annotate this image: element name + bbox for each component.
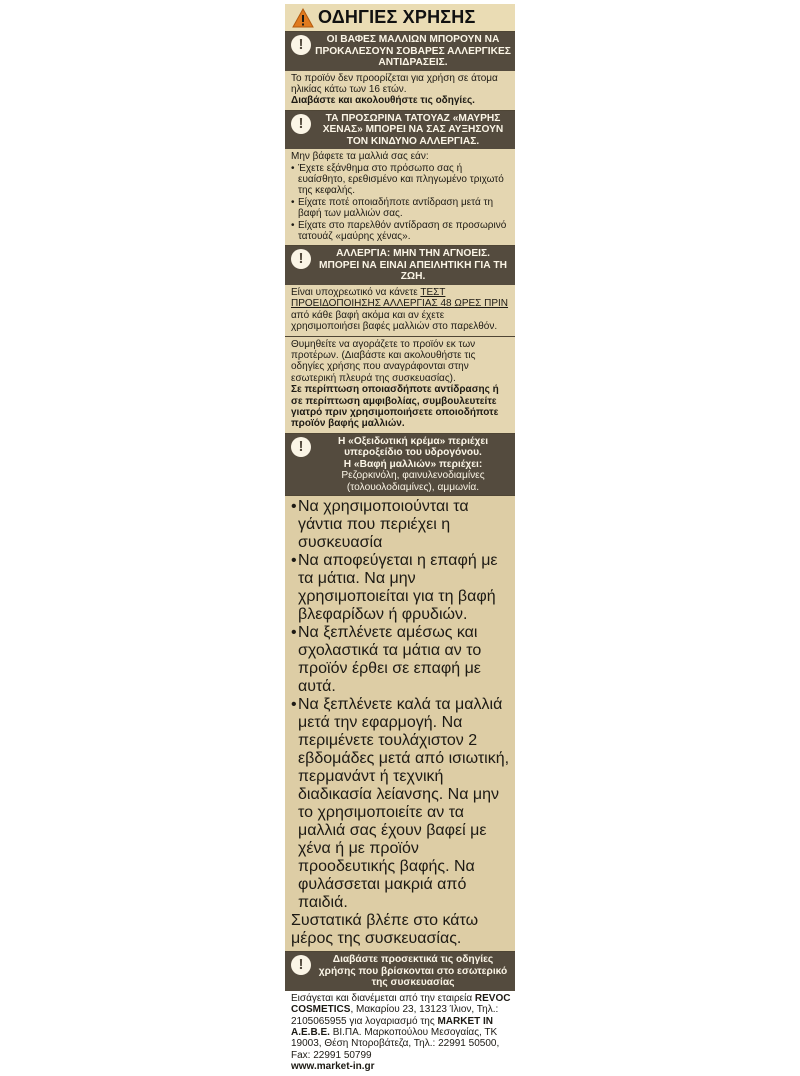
section-body: Εισάγεται και διανέμεται από την εταιρεία REVOC COSMETICS, Μακαρίου 23, 13123 Ίλιον, Τηλ.: 2105065955 για λογαριασμό της MARKET IN A.E.B.E. ΒΙ.ΠΑ. Μαρκοπούλου Μεσογαίας, ΤΚ 19003, Θέση Ντοροβάτεζα, Τηλ.: 22991 50500, Fax: 22991 50799 www.market-in.gr — [291, 992, 511, 1073]
ingredients-note: Συστατικά βλέπε στο κάτω μέρος της συσκευασίας. — [291, 912, 479, 948]
section-body: Το προϊόν δεν προορίζεται για χρήση σε άτομα ηλικίας κάτω των 16 ετών. Διαβάστε και ακολουθήστε τις οδηγίες. — [291, 72, 498, 107]
exclamation-circle-icon: ! — [291, 114, 311, 134]
section-allergy-warning — [285, 245, 515, 335]
precautions-list — [285, 495, 515, 951]
page-title: ΟΔΗΓΙΕΣ ΧΡΗΣΗΣ — [318, 7, 476, 27]
section-header: ! Η «Οξειδωτική κρέμα» περιέχει υπεροξείδιο του υδρογόνου. Η «Βαφή μαλλιών» περιέχει: Ρεζορκινόλη, φαινυλενοδιαμίνες (τολουολοδιαμίνες), αμμωνία. — [285, 434, 515, 496]
warning-triangle-icon — [292, 8, 314, 28]
section-body: Μην βάφετε τα μαλλιά σας εάν: • Έχετε εξάνθημα στο πρόσωπο σας ή ευαίσθητο, ερεθισμένο και πληγωμένο τριχωτό της κεφαλής. • Είχατε ποτέ οποιαδήποτε αντίδραση μετά τη βαφή των μαλλιών σας. • Είχατε στο παρελθόν αντίδραση σε προσωρινό τατουάζ «μαύρης χένας». — [285, 149, 515, 245]
list-item: • Να αποφεύγεται η επαφή με τα μάτια. Να μην χρησιμοποιείται για τη βαφή βλεφαρίδων ή φρυδιών. — [291, 552, 498, 624]
section-body: Είναι υποχρεωτικό να κάνετε ΤΕΣΤ ΠΡΟΕΙΔΟΠΟΙΗΣΗΣ ΑΛΛΕΡΓΙΑΣ 48 ΩΡΕΣ ΠΡΙΝ από κάθε βαφή ακόμα και αν έχετε χρησιμοποιήσει βαφές μαλλιών στο παρελθόν. — [291, 286, 509, 333]
list-item: • Να ξεπλένετε καλά τα μαλλιά μετά την εφαρμογή. Να περιμένετε τουλάχιστον 2 εβδομάδες μετά από ισιωτική, περμανάντ ή τεχνική διαδικασία λείανσης. Να μην το χρησιμοποιείτε αν τα μαλλιά σας έχουν βαφεί με χένα ή με προϊόν προοδευτικής βαφής. Να φυλάσσεται μακριά από παιδιά. — [291, 696, 510, 912]
section-ingredients — [285, 433, 515, 952]
section-header: ! Διαβάστε προσεκτικά τις οδηγίες χρήσης που βρίσκονται στο εσωτερικό της συσκευασίας — [285, 952, 515, 991]
list-item: • Είχατε στο παρελθόν αντίδραση σε προσωρινό τατουάζ «μαύρης χένας». — [291, 219, 507, 243]
list-item: • Να χρησιμοποιούνται τα γάντια που περιέχει η συσκευασία — [291, 498, 469, 552]
exclamation-circle-icon: ! — [291, 35, 311, 55]
section-reminder — [285, 336, 515, 433]
title-bar — [285, 4, 515, 31]
section-header: ! ΟΙ ΒΑΦΕΣ ΜΑΛΛΙΩΝ ΜΠΟΡΟΥΝ ΝΑ ΠΡΟΚΑΛΕΣΟΥΝ ΣΟΒΑΡΕΣ ΑΛΛΕΡΓΙΚΕΣ ΑΝΤΙΔΡΑΣΕΙΣ. — [285, 32, 515, 71]
list-item: • Είχατε ποτέ οποιαδήποτε αντίδραση μετά τη βαφή των μαλλιών σας. — [291, 196, 494, 220]
list-item: • Να ξεπλένετε αμέσως και σχολαστικά τα μάτια αν το προϊόν έρθει σε επαφή με αυτά. — [291, 624, 482, 696]
section-hair-dye-warning — [285, 31, 515, 110]
section-header: ! ΑΛΛΕΡΓΙΑ: ΜΗΝ ΤΗΝ ΑΓΝΟΕΙΣ. ΜΠΟΡΕΙ ΝΑ ΕΙΝΑΙ ΑΠΕΙΛΗΤΙΚΗ ΓΙΑ ΤΗ ΖΩΗ. — [285, 246, 515, 285]
exclamation-circle-icon: ! — [291, 955, 311, 975]
allergy-test-notice: ΤΕΣΤ ΠΡΟΕΙΔΟΠΟΙΗΣΗΣ ΑΛΛΕΡΓΙΑΣ 48 ΩΡΕΣ ΠΡΙΝ — [291, 286, 509, 310]
exclamation-circle-icon: ! — [291, 249, 311, 269]
section-henna-tattoo-warning — [285, 110, 515, 246]
instructions-panel — [285, 4, 515, 1073]
list-item: • Έχετε εξάνθημα στο πρόσωπο σας ή ευαίσθητο, ερεθισμένο και πληγωμένο τριχωτό της κεφαλής. — [291, 162, 504, 197]
website-link[interactable]: www.market-in.gr — [291, 1061, 375, 1073]
section-distributor — [285, 951, 515, 1075]
section-header: ! ΤΑ ΠΡΟΣΩΡΙΝΑ ΤΑΤΟΥΑΖ «ΜΑΥΡΗΣ ΧΕΝΑΣ» ΜΠΟΡΕΙ ΝΑ ΣΑΣ ΑΥΞΗΣΟΥΝ ΤΟΝ ΚΙΝΔΥΝΟ ΑΛΛΕΡΓΙΑΣ. — [285, 111, 515, 150]
section-body: Θυμηθείτε να αγοράζετε το προϊόν εκ των προτέρων. (Διαβάστε και ακολουθήστε τις οδηγίες χρήσης που αναγράφονται στην εσωτερική πλευρά της συσκευασίας). Σε περίπτωση οποιασδήποτε αντίδρασης ή σε περίπτωση αμφιβολίας, συμβουλευτείτε γιατρό πριν χρησιμοποιήσετε οποιοδήποτε προϊόν βαφής μαλλιών. — [291, 338, 499, 430]
exclamation-circle-icon: ! — [291, 437, 311, 457]
